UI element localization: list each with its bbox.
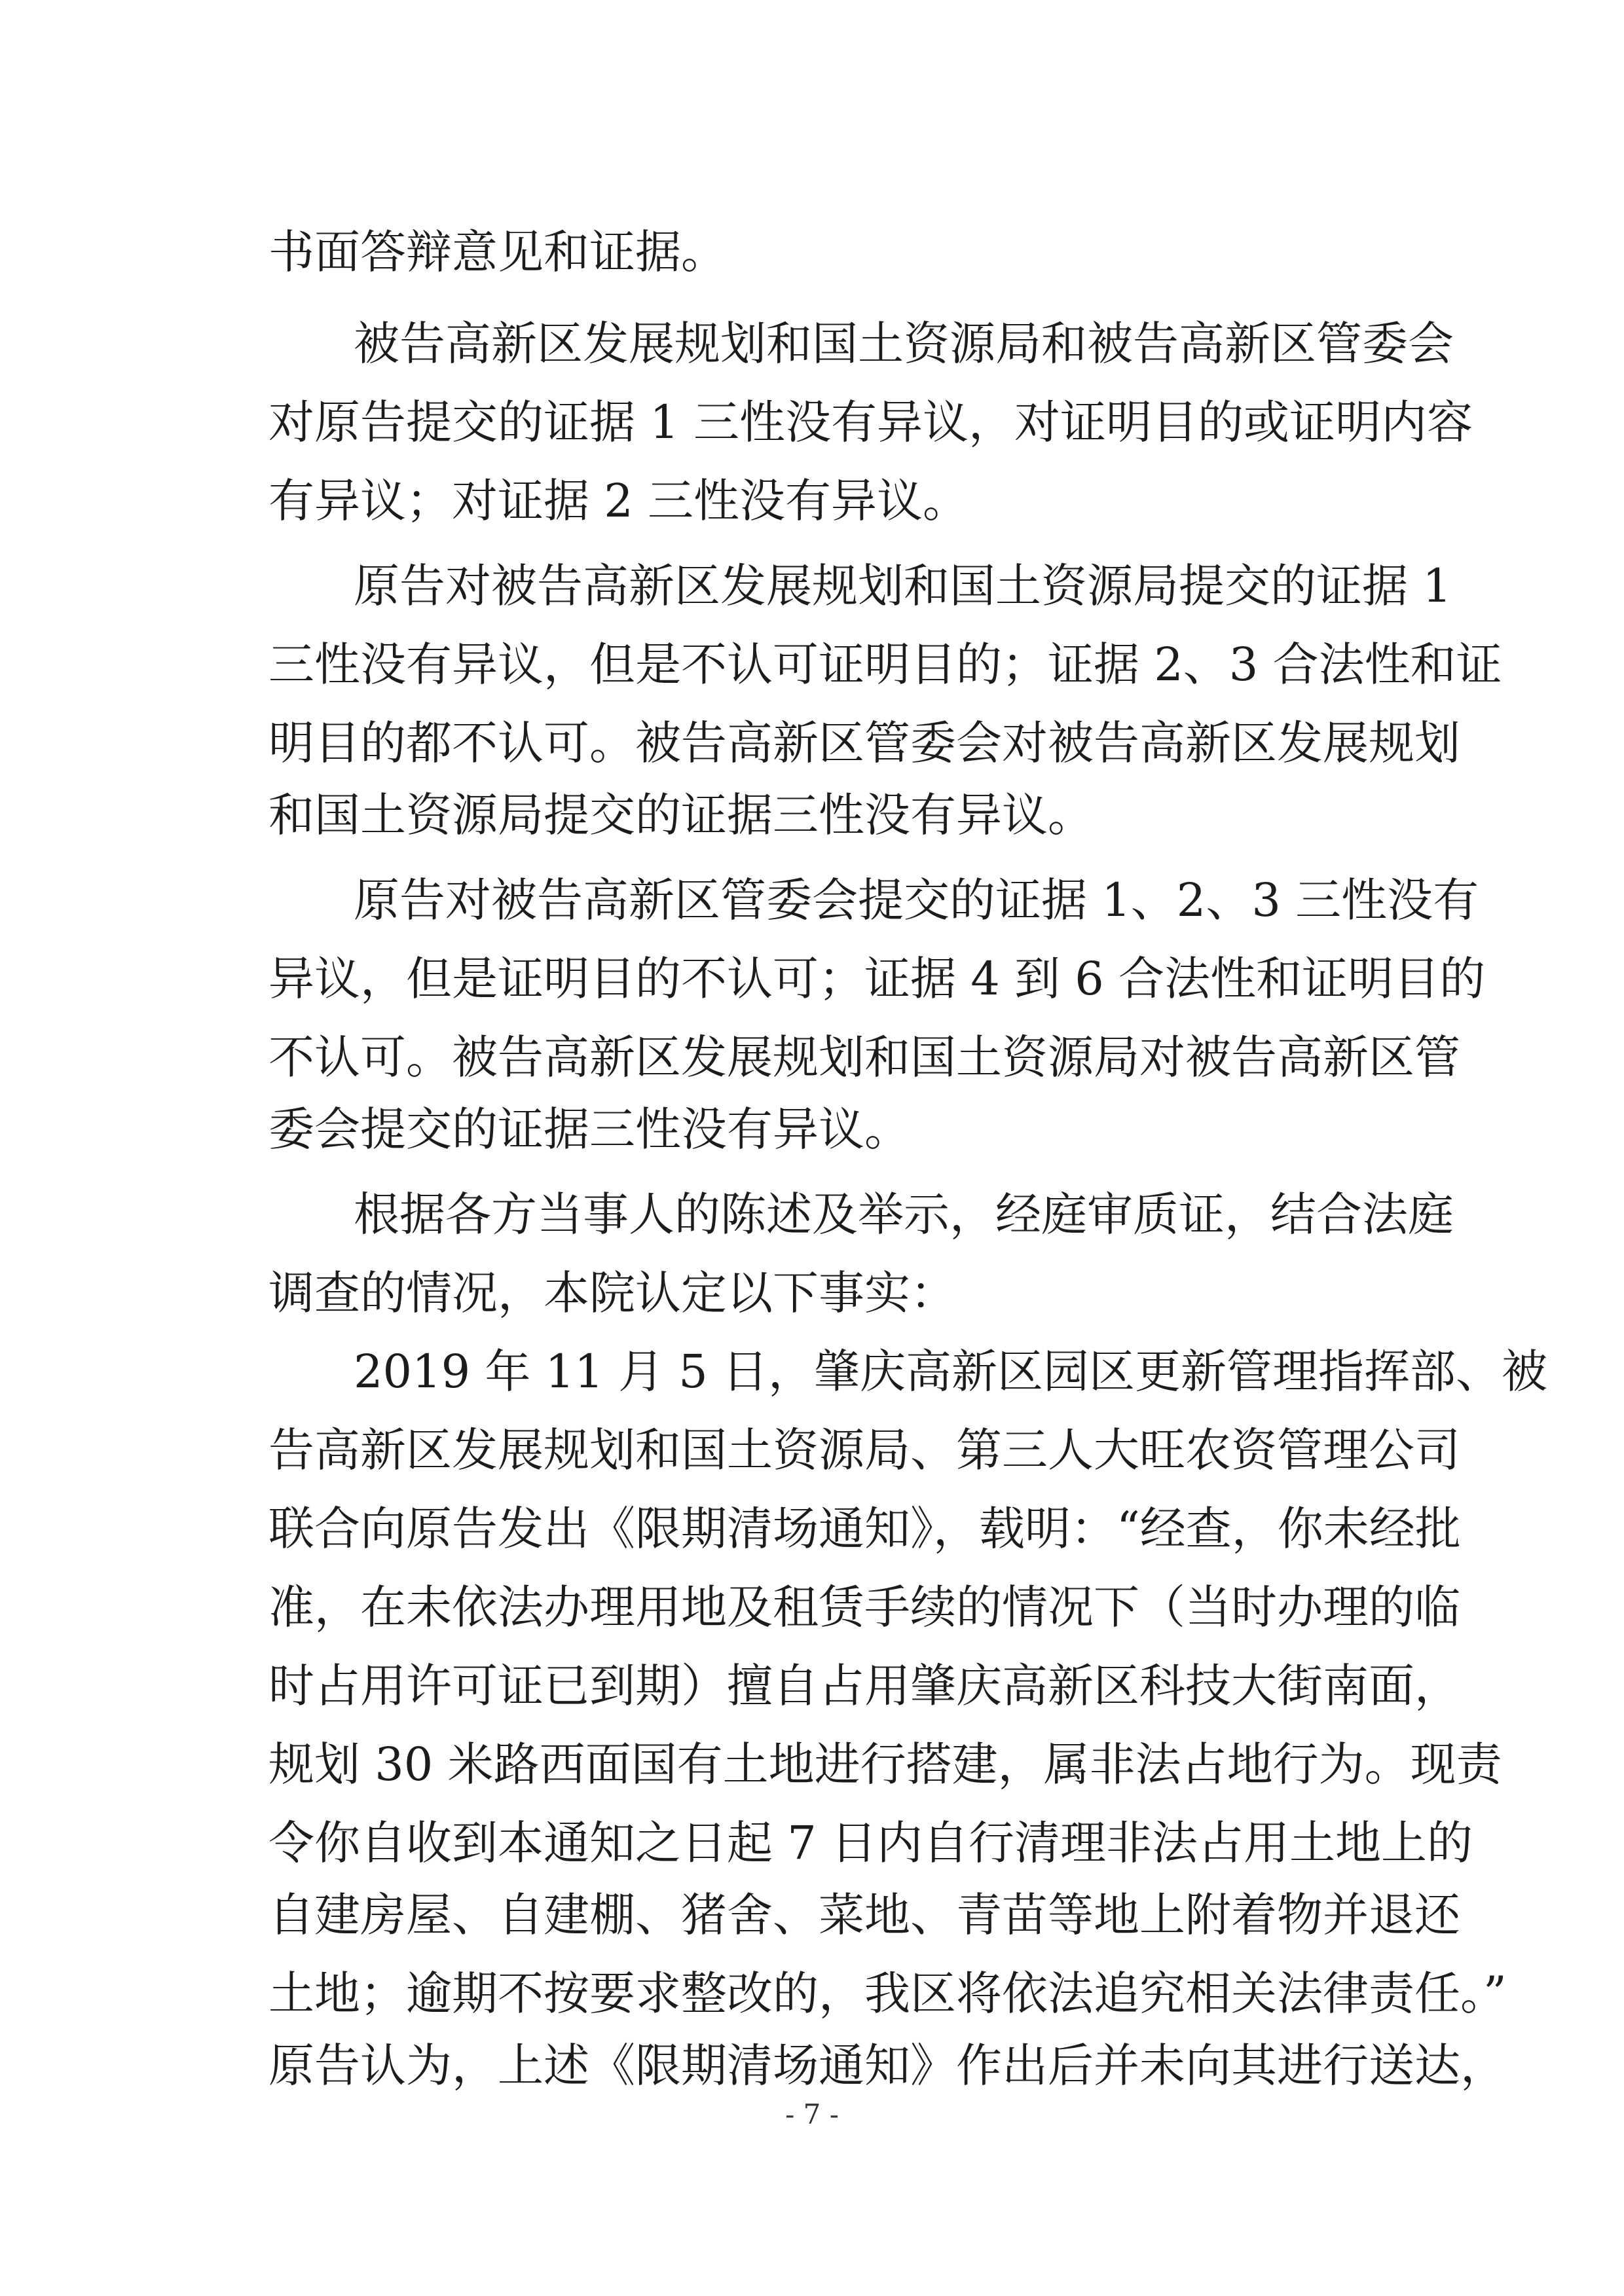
text-line: 准，在未依法办理用地及租赁手续的情况下（当时办理的临 bbox=[268, 1580, 1460, 1634]
text-line: 原告认为，上述《限期清场通知》作出后并未向其进行送达， bbox=[268, 2039, 1506, 2092]
text-line: 书面答辩意见和证据。 bbox=[268, 225, 727, 279]
text-line: 委会提交的证据三性没有异议。 bbox=[268, 1102, 910, 1156]
text-line: 三性没有异议，但是不认可证明目的；证据 2、3 合法性和证 bbox=[268, 638, 1502, 691]
text-line: 令你自收到本通知之日起 7 日内自行清理非法占用土地上的 bbox=[268, 1816, 1473, 1870]
text-line: 明目的都不认可。被告高新区管委会对被告高新区发展规划 bbox=[268, 716, 1460, 770]
text-line: 2019 年 11 月 5 日，肇庆高新区园区更新管理指挥部、被 bbox=[354, 1345, 1548, 1398]
text-line: 根据各方当事人的陈述及举示，经庭审质证，结合法庭 bbox=[354, 1188, 1454, 1241]
text-line: 有异议；对证据 2 三性没有异议。 bbox=[268, 474, 969, 528]
text-line: 异议，但是证明目的不认可；证据 4 到 6 合法性和证明目的 bbox=[268, 952, 1486, 1006]
page-number: - 7 - bbox=[785, 2098, 839, 2130]
text-line: 自建房屋、自建棚、猪舍、菜地、青苗等地上附着物并退还 bbox=[268, 1888, 1460, 1942]
text-line: 联合向原告发出《限期清场通知》，载明：“经查，你未经批 bbox=[268, 1502, 1461, 1556]
text-line: 和国土资源局提交的证据三性没有异议。 bbox=[268, 788, 1094, 842]
text-line: 土地；逾期不按要求整改的，我区将依法追究相关法律责任。” bbox=[268, 1967, 1507, 2020]
text-line: 规划 30 米路西面国有土地进行搭建，属非法占地行为。现责 bbox=[268, 1738, 1502, 1791]
text-line: 被告高新区发展规划和国土资源局和被告高新区管委会 bbox=[354, 317, 1454, 371]
text-line: 调查的情况，本院认定以下事实： bbox=[268, 1266, 956, 1320]
text-line: 原告对被告高新区发展规划和国土资源局提交的证据 1 bbox=[354, 559, 1452, 613]
text-line: 不认可。被告高新区发展规划和国土资源局对被告高新区管 bbox=[268, 1030, 1460, 1084]
text-line: 告高新区发展规划和国土资源局、第三人大旺农资管理公司 bbox=[268, 1423, 1460, 1477]
text-line: 对原告提交的证据 1 三性没有异议，对证明目的或证明内容 bbox=[268, 395, 1473, 449]
text-line: 原告对被告高新区管委会提交的证据 1、2、3 三性没有 bbox=[354, 873, 1479, 927]
text-line: 时占用许可证已到期）擅自占用肇庆高新区科技大街南面， bbox=[268, 1659, 1460, 1713]
